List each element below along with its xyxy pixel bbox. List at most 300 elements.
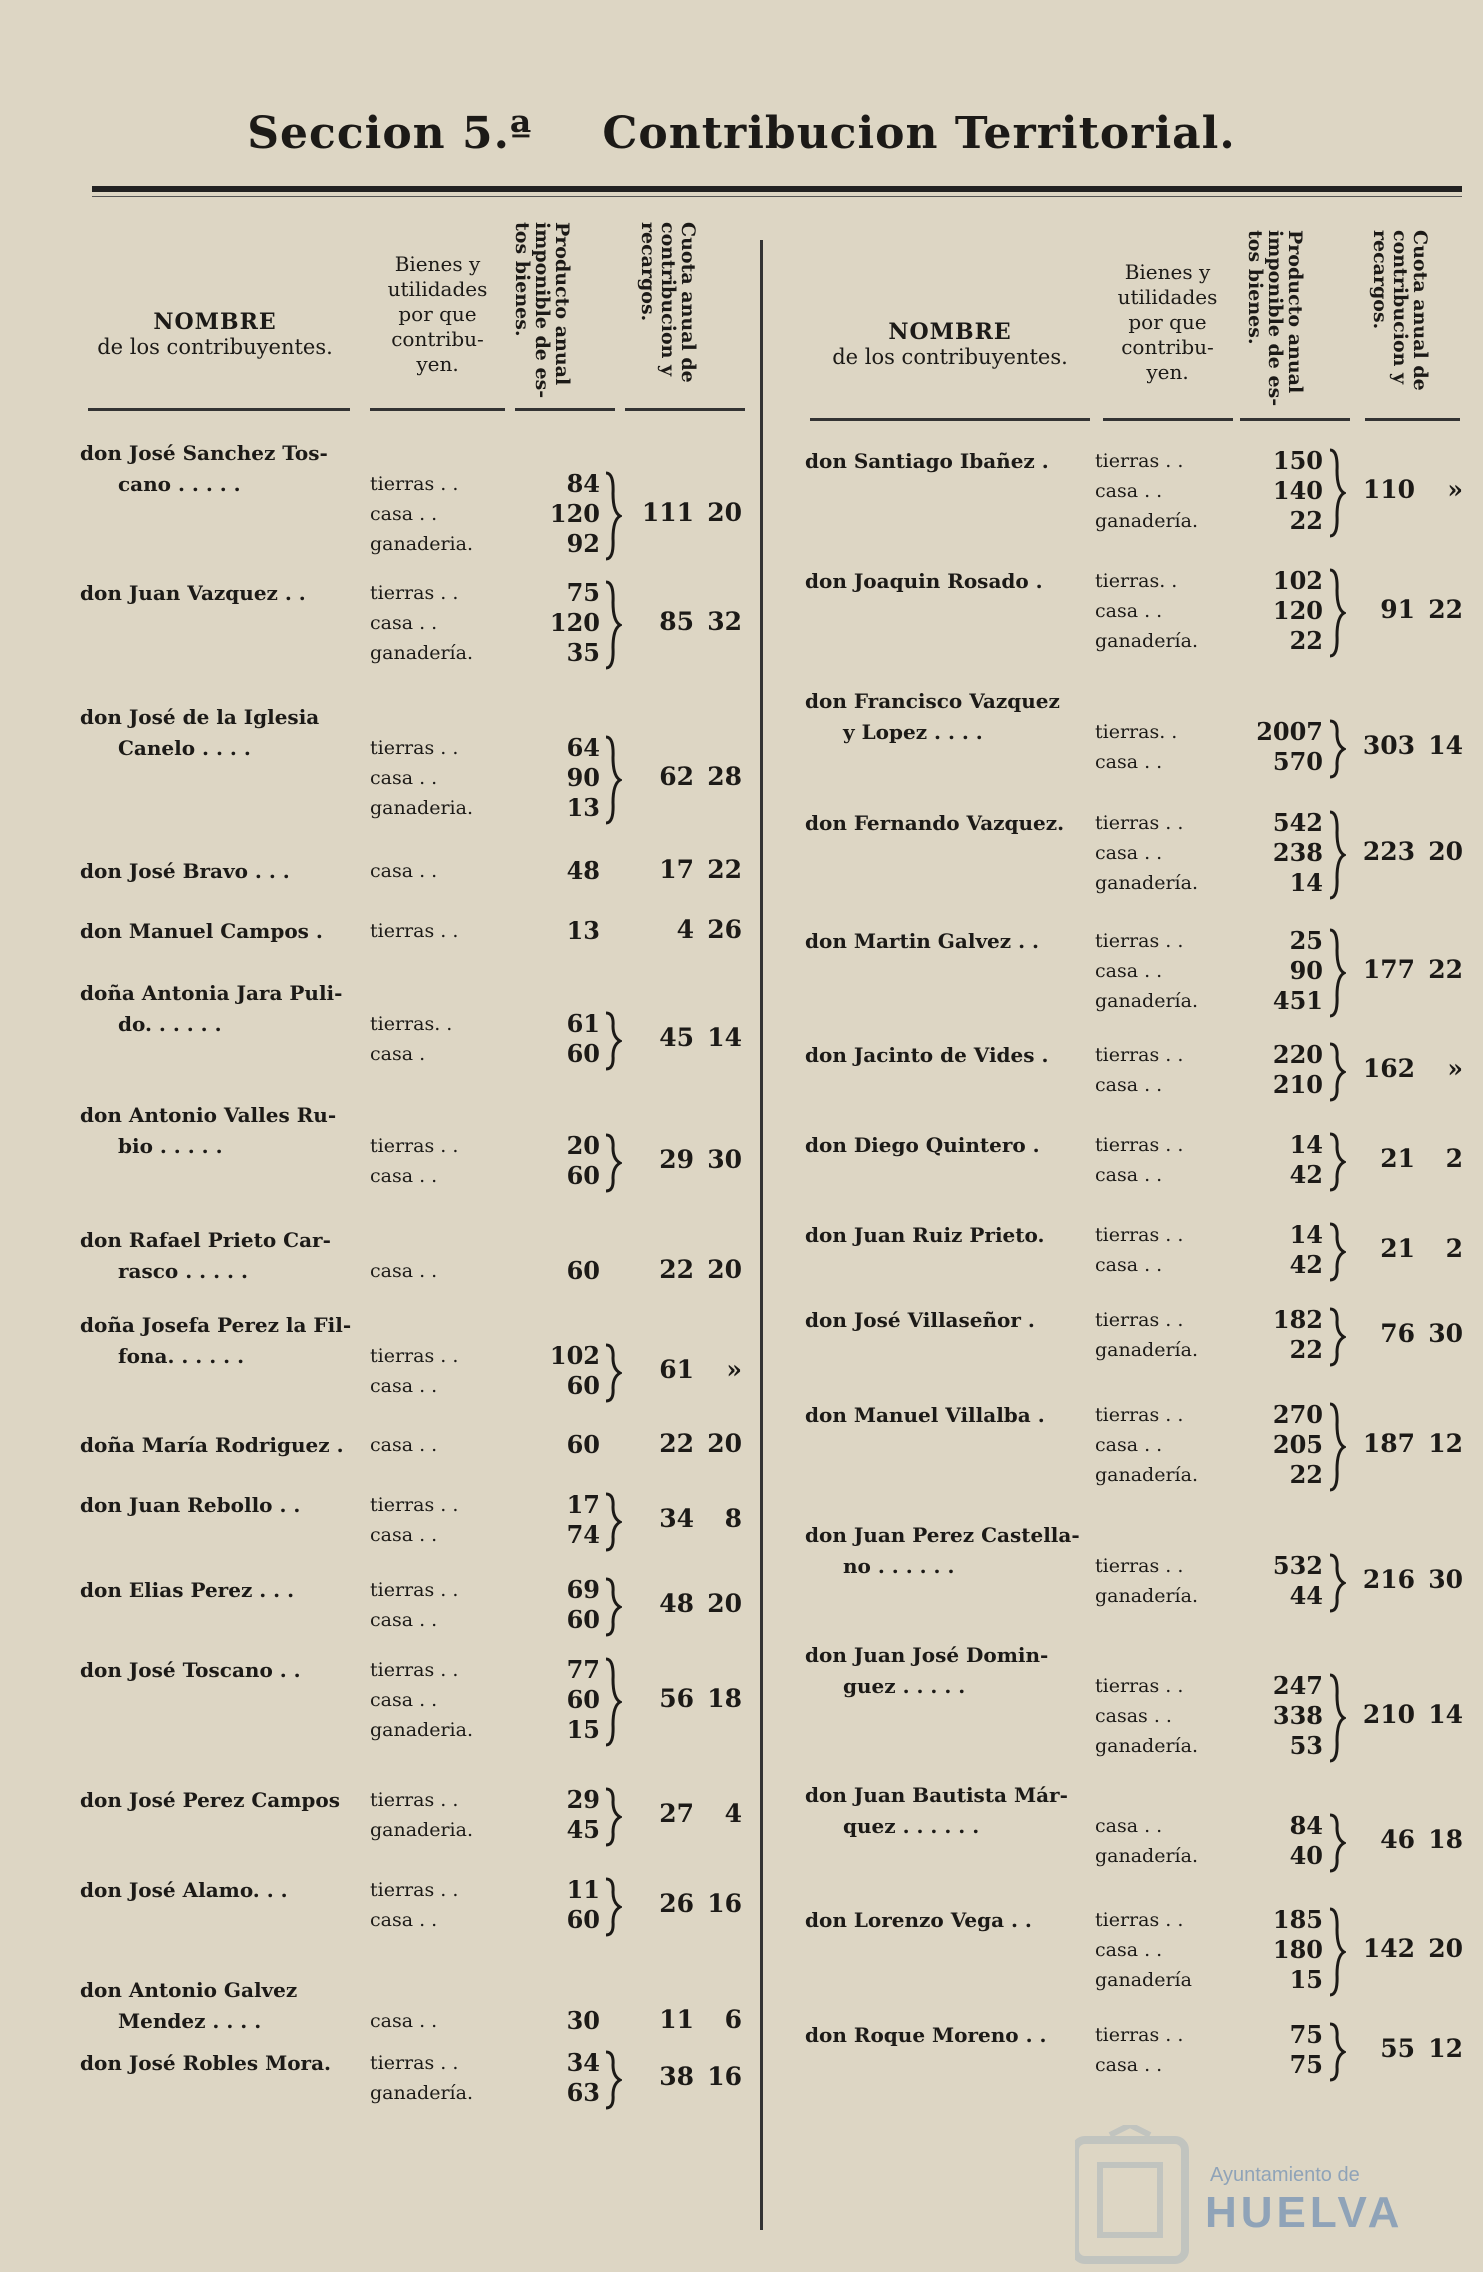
left-header-name: NOMBRE de los contribuyentes.	[97, 309, 333, 359]
contribuyente-name: don Juan Rebollo . .	[80, 1493, 301, 1517]
curly-brace	[1328, 1307, 1346, 1367]
cuota-reales: 17	[659, 855, 694, 884]
producto-value: 270	[1272, 1400, 1323, 1429]
bien-label: casa . .	[370, 1165, 438, 1187]
producto-value: 75	[1289, 2020, 1323, 2049]
bien-label: casa . .	[1095, 1254, 1163, 1276]
cuota-value	[1353, 2034, 1463, 2063]
bien-label: tierras . .	[1095, 1134, 1184, 1156]
right-header-rule-producto	[1240, 418, 1350, 421]
producto-value: 60	[566, 1256, 600, 1285]
contribuyente-name: don Martin Galvez . .	[805, 929, 1039, 953]
producto-value: 185	[1272, 1905, 1323, 1934]
bien-label: casa . .	[370, 1260, 438, 1282]
bien-label: ganadería.	[370, 2082, 473, 2104]
curly-brace	[604, 1133, 622, 1193]
producto-value: 140	[1272, 476, 1323, 505]
cuota-reales: 187	[1362, 1429, 1415, 1458]
producto-value: 90	[1289, 956, 1323, 985]
cuota-maravedis: 20	[1428, 837, 1463, 866]
contribuyente-name: doña María Rodriguez .	[80, 1433, 344, 1457]
top-rule-thin	[92, 196, 1462, 197]
right-header-producto: Producto anual imponible de es- tos bienes.	[1244, 230, 1306, 407]
curly-brace	[1328, 719, 1346, 779]
cuota-reales: 177	[1362, 955, 1415, 984]
cuota-value	[632, 1429, 742, 1458]
contribuyente-name: don José Robles Mora.	[80, 2051, 332, 2075]
bien-label: tierras . .	[370, 1135, 459, 1157]
cuota-maravedis: 26	[707, 915, 742, 944]
left-header-bienes: Bienes y utilidades por que contribu- yen.	[387, 252, 488, 376]
cuota-reales: 142	[1362, 1934, 1415, 1963]
curly-brace	[604, 1787, 622, 1847]
producto-value: 90	[566, 763, 600, 792]
bien-label: ganaderia.	[370, 797, 473, 819]
contribuyente-name: don Juan Ruiz Prieto.	[805, 1223, 1045, 1247]
cuota-maravedis: 14	[1428, 1700, 1463, 1729]
producto-value: 238	[1272, 838, 1323, 867]
curly-brace	[604, 1877, 622, 1937]
cuota-value	[632, 1023, 742, 1052]
contribuyente-name: fona. . . . . .	[118, 1344, 245, 1368]
producto-value: 120	[549, 608, 600, 637]
producto-value: 14	[1289, 868, 1323, 897]
cuota-value	[1353, 475, 1463, 504]
cuota-reales: 110	[1362, 475, 1415, 504]
cuota-reales: 29	[659, 1145, 694, 1174]
producto-value: 182	[1272, 1305, 1323, 1334]
producto-value: 42	[1289, 1160, 1323, 1189]
cuota-reales: 38	[659, 2062, 694, 2091]
producto-value: 220	[1272, 1040, 1323, 1069]
cuota-value	[632, 607, 742, 636]
cuota-value	[632, 855, 742, 884]
bien-label: casas . .	[1095, 1705, 1172, 1727]
cuota-maravedis: 2	[1445, 1144, 1463, 1173]
cuota-maravedis: 18	[707, 1684, 742, 1713]
contribuyente-name: quez . . . . . .	[843, 1814, 980, 1838]
contribuyente-name: don Juan Bautista Már-	[805, 1783, 1068, 1807]
contribuyente-name: don Antonio Galvez	[80, 1978, 298, 2002]
bien-label: casa . .	[1095, 1074, 1163, 1096]
bien-label: casa . .	[370, 1909, 438, 1931]
cuota-reales: 303	[1362, 731, 1415, 760]
bien-label: tierras . .	[370, 582, 459, 604]
bien-label: ganadería.	[1095, 1585, 1198, 1607]
producto-value: 13	[566, 793, 600, 822]
cuota-value	[1353, 1054, 1463, 1083]
bien-label: casa . .	[1095, 751, 1163, 773]
bien-label: casa . .	[1095, 600, 1163, 622]
cuota-value	[1353, 1144, 1463, 1173]
bien-label: casa . .	[370, 1375, 438, 1397]
contribuyente-name: y Lopez . . . .	[843, 720, 983, 744]
cuota-reales: 27	[659, 1799, 694, 1828]
cuota-maravedis: 4	[724, 1799, 742, 1828]
bien-label: casa . .	[1095, 960, 1163, 982]
cuota-maravedis: 22	[707, 855, 742, 884]
producto-value: 22	[1289, 1460, 1323, 1489]
producto-value: 120	[549, 499, 600, 528]
bien-label: casa . .	[1095, 1815, 1163, 1837]
bien-label: casa . .	[370, 503, 438, 525]
producto-value: 69	[566, 1575, 600, 1604]
producto-value: 74	[566, 1520, 600, 1549]
curly-brace	[1328, 2022, 1346, 2082]
cuota-value	[1353, 1700, 1463, 1729]
cuota-reales: 21	[1380, 1144, 1415, 1173]
bien-label: tierras. .	[1095, 570, 1178, 592]
producto-value: 60	[566, 1371, 600, 1400]
left-header-rule-bienes	[370, 408, 505, 411]
cuota-value	[632, 1504, 742, 1533]
cuota-maravedis: 20	[707, 1589, 742, 1618]
cuota-maravedis: 12	[1428, 1429, 1463, 1458]
curly-brace	[1328, 1907, 1346, 1997]
cuota-reales: 91	[1380, 595, 1415, 624]
contribuyente-name: don Manuel Villalba .	[805, 1403, 1045, 1427]
contribuyente-name: don Roque Moreno . .	[805, 2023, 1047, 2047]
bien-label: casa . .	[1095, 1939, 1163, 1961]
producto-value: 22	[1289, 626, 1323, 655]
producto-value: 180	[1272, 1935, 1323, 1964]
contribuyente-name: don Joaquin Rosado .	[805, 569, 1043, 593]
contribuyente-name: don José Sanchez Tos-	[80, 441, 328, 465]
bien-label: casa . .	[370, 1524, 438, 1546]
watermark-line2: HUELVA	[1205, 2188, 1404, 2237]
contribuyente-name: don Lorenzo Vega . .	[805, 1908, 1032, 1932]
producto-value: 92	[566, 529, 600, 558]
watermark-line1: Ayuntamiento de	[1210, 2164, 1360, 2186]
bien-label: tierras . .	[1095, 2024, 1184, 2046]
producto-value: 44	[1289, 1581, 1323, 1610]
cuota-value	[632, 2005, 742, 2034]
producto-value: 60	[566, 1039, 600, 1068]
column-separator	[760, 240, 763, 2230]
cuota-value	[1353, 955, 1463, 984]
contribuyente-name: don José Bravo . . .	[80, 859, 290, 883]
cuota-reales: 56	[659, 1684, 694, 1713]
cuota-reales: 22	[659, 1429, 694, 1458]
page-title	[0, 108, 1483, 159]
curly-brace	[604, 1577, 622, 1637]
curly-brace	[1328, 1553, 1346, 1613]
left-header-rule-producto	[515, 408, 615, 411]
curly-brace	[1328, 1222, 1346, 1282]
cuota-value	[632, 1355, 742, 1384]
cuota-maravedis: 14	[707, 1023, 742, 1052]
cuota-value	[1353, 837, 1463, 866]
contribuyente-name: don Jacinto de Vides .	[805, 1043, 1049, 1067]
curly-brace	[1328, 448, 1346, 538]
contribuyente-name: don José Villaseñor .	[805, 1308, 1035, 1332]
bien-label: ganadería.	[1095, 1735, 1198, 1757]
bien-label: ganadería.	[1095, 1464, 1198, 1486]
producto-value: 102	[549, 1341, 600, 1370]
cuota-maravedis: 20	[707, 1255, 742, 1284]
contribuyente-name: don Manuel Campos .	[80, 919, 323, 943]
curly-brace	[1328, 1132, 1346, 1192]
cuota-maravedis: 2	[1445, 1234, 1463, 1263]
producto-value: 60	[566, 1161, 600, 1190]
bien-label: casa . .	[370, 1689, 438, 1711]
cuota-reales: 22	[659, 1255, 694, 1284]
contribuyente-name: don José de la Iglesia	[80, 705, 320, 729]
producto-value: 102	[1272, 566, 1323, 595]
cuota-maravedis: 16	[707, 2062, 742, 2091]
cuota-maravedis: 22	[1428, 595, 1463, 624]
cuota-reales: 48	[659, 1589, 694, 1618]
bien-label: casa . .	[370, 767, 438, 789]
cuota-maravedis: 32	[707, 607, 742, 636]
producto-value: 532	[1272, 1551, 1323, 1580]
producto-value: 205	[1272, 1430, 1323, 1459]
contribuyente-name: doña Antonia Jara Puli-	[80, 981, 343, 1005]
producto-value: 120	[1272, 596, 1323, 625]
right-header-name: NOMBRE de los contribuyentes.	[832, 319, 1068, 369]
cuota-maravedis: 12	[1428, 2034, 1463, 2063]
producto-value: 34	[566, 2048, 600, 2077]
bien-label: ganadería	[1095, 1969, 1192, 1991]
producto-value: 2007	[1256, 717, 1323, 746]
bien-label: ganadería.	[1095, 872, 1198, 894]
producto-value: 60	[566, 1905, 600, 1934]
producto-value: 64	[566, 733, 600, 762]
curly-brace	[1328, 568, 1346, 658]
cuota-maravedis: »	[1447, 1054, 1463, 1083]
producto-value: 60	[566, 1430, 600, 1459]
cuota-reales: 223	[1362, 837, 1415, 866]
contribuyente-name: no . . . . . .	[843, 1554, 955, 1578]
contribuyente-name: don Juan José Domin-	[805, 1643, 1049, 1667]
bien-label: casa . .	[370, 1609, 438, 1631]
producto-value: 63	[566, 2078, 600, 2107]
producto-value: 14	[1289, 1130, 1323, 1159]
cuota-reales: 21	[1380, 1234, 1415, 1263]
cuota-reales: 34	[659, 1504, 694, 1533]
bien-label: casa . .	[1095, 1164, 1163, 1186]
producto-value: 77	[566, 1655, 600, 1684]
cuota-maravedis: 30	[1428, 1319, 1463, 1348]
contribuyente-name: don Fernando Vazquez.	[805, 811, 1065, 835]
cuota-maravedis: 6	[724, 2005, 742, 2034]
bien-label: casa . .	[370, 1434, 438, 1456]
producto-value: 247	[1272, 1671, 1323, 1700]
cuota-value	[632, 1255, 742, 1284]
producto-value: 60	[566, 1685, 600, 1714]
top-rule	[92, 186, 1462, 192]
title-label: Contribucion Territorial.	[602, 108, 1236, 159]
bien-label: casa . .	[1095, 1434, 1163, 1456]
curly-brace	[604, 1343, 622, 1403]
curly-brace	[1328, 1673, 1346, 1763]
cuota-maravedis: 30	[707, 1145, 742, 1174]
producto-value: 84	[566, 469, 600, 498]
bien-label: tierras . .	[1095, 450, 1184, 472]
cuota-reales: 111	[641, 498, 694, 527]
contribuyente-name: cano . . . . .	[118, 472, 241, 496]
bien-label: tierras . .	[1095, 1404, 1184, 1426]
producto-value: 30	[566, 2006, 600, 2035]
right-header-rule-cuota	[1365, 418, 1460, 421]
producto-value: 22	[1289, 1335, 1323, 1364]
producto-value: 53	[1289, 1731, 1323, 1760]
cuota-reales: 45	[659, 1023, 694, 1052]
right-header-cuota: Cuota anual de contribucion y recargos.	[1369, 230, 1431, 391]
bien-label: casa . .	[1095, 842, 1163, 864]
bien-label: tierras . .	[1095, 1555, 1184, 1577]
cuota-value	[632, 762, 742, 791]
cuota-value	[632, 1889, 742, 1918]
contribuyente-name: don Francisco Vazquez	[805, 689, 1060, 713]
producto-value: 25	[1289, 926, 1323, 955]
cuota-value	[632, 1145, 742, 1174]
producto-value: 11	[566, 1875, 600, 1904]
producto-value: 48	[566, 856, 600, 885]
bien-label: casa . .	[1095, 2054, 1163, 2076]
producto-value: 13	[566, 916, 600, 945]
bien-label: tierras . .	[370, 1789, 459, 1811]
bien-label: tierras . .	[370, 2052, 459, 2074]
curly-brace	[1328, 810, 1346, 900]
bien-label: ganadería.	[1095, 630, 1198, 652]
cuota-value	[1353, 1319, 1463, 1348]
cuota-maravedis: 18	[1428, 1825, 1463, 1854]
contribuyente-name: don Juan Perez Castella-	[805, 1523, 1080, 1547]
cuota-value	[1353, 1234, 1463, 1263]
cuota-value	[1353, 1565, 1463, 1594]
curly-brace	[604, 580, 622, 670]
curly-brace	[1328, 1042, 1346, 1102]
left-header-cuota: Cuota anual de contribucion y recargos.	[637, 222, 699, 383]
bien-label: tierras . .	[1095, 1675, 1184, 1697]
bien-label: tierras . .	[370, 1494, 459, 1516]
contribuyente-name: do. . . . . .	[118, 1012, 222, 1036]
cuota-value	[632, 1684, 742, 1713]
producto-value: 42	[1289, 1250, 1323, 1279]
curly-brace	[604, 1657, 622, 1747]
cuota-reales: 210	[1362, 1700, 1415, 1729]
curly-brace	[604, 471, 622, 561]
cuota-maravedis: 14	[1428, 731, 1463, 760]
bien-label: tierras. .	[370, 1013, 453, 1035]
curly-brace	[1328, 1402, 1346, 1492]
curly-brace	[604, 1492, 622, 1552]
contribuyente-name: don Antonio Valles Ru-	[80, 1103, 337, 1127]
cuota-reales: 61	[659, 1355, 694, 1384]
bien-label: tierras . .	[370, 1345, 459, 1367]
producto-value: 29	[566, 1785, 600, 1814]
bien-label: ganadería.	[1095, 1845, 1198, 1867]
bien-label: casa . .	[370, 860, 438, 882]
cuota-maravedis: 20	[707, 1429, 742, 1458]
curly-brace	[1328, 928, 1346, 1018]
bien-label: tierras . .	[370, 737, 459, 759]
bien-label: ganadería.	[1095, 990, 1198, 1012]
contribuyente-name: don Juan Vazquez . .	[80, 581, 306, 605]
cuota-maravedis: 20	[1428, 1934, 1463, 1963]
left-header-rule-name	[88, 408, 350, 411]
right-header-bienes: Bienes y utilidades por que contribu- yen.	[1117, 260, 1218, 384]
producto-value: 61	[566, 1009, 600, 1038]
curly-brace	[1328, 1813, 1346, 1873]
cuota-reales: 55	[1380, 2034, 1415, 2063]
cuota-reales: 162	[1362, 1054, 1415, 1083]
producto-value: 210	[1272, 1070, 1323, 1099]
contribuyente-name: don Diego Quintero .	[805, 1133, 1040, 1157]
producto-value: 45	[566, 1815, 600, 1844]
cuota-maravedis: »	[726, 1355, 742, 1384]
bien-label: tierras . .	[370, 1879, 459, 1901]
cuota-maravedis: 16	[707, 1889, 742, 1918]
contribuyente-name: don José Perez Campos	[80, 1788, 341, 1812]
cuota-reales: 11	[659, 2005, 694, 2034]
producto-value: 20	[566, 1131, 600, 1160]
bien-label: tierras. .	[1095, 721, 1178, 743]
bien-label: tierras . .	[370, 1579, 459, 1601]
cuota-value	[632, 1589, 742, 1618]
bien-label: ganadería.	[370, 642, 473, 664]
contribuyente-name: bio . . . . .	[118, 1134, 223, 1158]
cuota-value	[1353, 1934, 1463, 1963]
curly-brace	[604, 1011, 622, 1071]
contribuyente-name: don Rafael Prieto Car-	[80, 1228, 331, 1252]
cuota-value	[1353, 1429, 1463, 1458]
contribuyente-name: rasco . . . . .	[118, 1259, 248, 1283]
cuota-reales: 85	[659, 607, 694, 636]
cuota-value	[632, 2062, 742, 2091]
contribuyente-name: guez . . . . .	[843, 1674, 966, 1698]
cuota-reales: 62	[659, 762, 694, 791]
bien-label: tierras . .	[370, 920, 459, 942]
bien-label: ganaderia.	[370, 1819, 473, 1841]
right-header-rule-name	[810, 418, 1090, 421]
cuota-value	[1353, 731, 1463, 760]
section-label: Seccion 5.ª	[247, 108, 533, 159]
cuota-value	[632, 1799, 742, 1828]
producto-value: 22	[1289, 506, 1323, 535]
cuota-reales: 46	[1380, 1825, 1415, 1854]
producto-value: 17	[566, 1490, 600, 1519]
cuota-maravedis: 22	[1428, 955, 1463, 984]
cuota-maravedis: 8	[724, 1504, 742, 1533]
curly-brace	[604, 2050, 622, 2110]
cuota-reales: 26	[659, 1889, 694, 1918]
curly-brace	[604, 735, 622, 825]
bien-label: tierras . .	[1095, 812, 1184, 834]
contribuyente-name: don Elias Perez . . .	[80, 1578, 295, 1602]
bien-label: ganaderia.	[370, 1719, 473, 1741]
bien-label: tierras . .	[1095, 1909, 1184, 1931]
producto-value: 14	[1289, 1220, 1323, 1249]
contribuyente-name: Mendez . . . .	[118, 2009, 262, 2033]
cuota-reales: 216	[1362, 1565, 1415, 1594]
right-header-rule-bienes	[1103, 418, 1233, 421]
cuota-value	[1353, 595, 1463, 624]
cuota-value	[1353, 1825, 1463, 1854]
bien-label: tierras . .	[1095, 1224, 1184, 1246]
bien-label: tierras . .	[1095, 1044, 1184, 1066]
producto-value: 60	[566, 1605, 600, 1634]
producto-value: 84	[1289, 1811, 1323, 1840]
contribuyente-name: don José Toscano . .	[80, 1658, 301, 1682]
cuota-maravedis: 20	[707, 498, 742, 527]
producto-value: 75	[1289, 2050, 1323, 2079]
bien-label: tierras . .	[1095, 1309, 1184, 1331]
left-header-producto: Producto anual imponible de es- tos bienes.	[511, 222, 573, 399]
bien-label: ganaderia.	[370, 533, 473, 555]
producto-value: 338	[1272, 1701, 1323, 1730]
